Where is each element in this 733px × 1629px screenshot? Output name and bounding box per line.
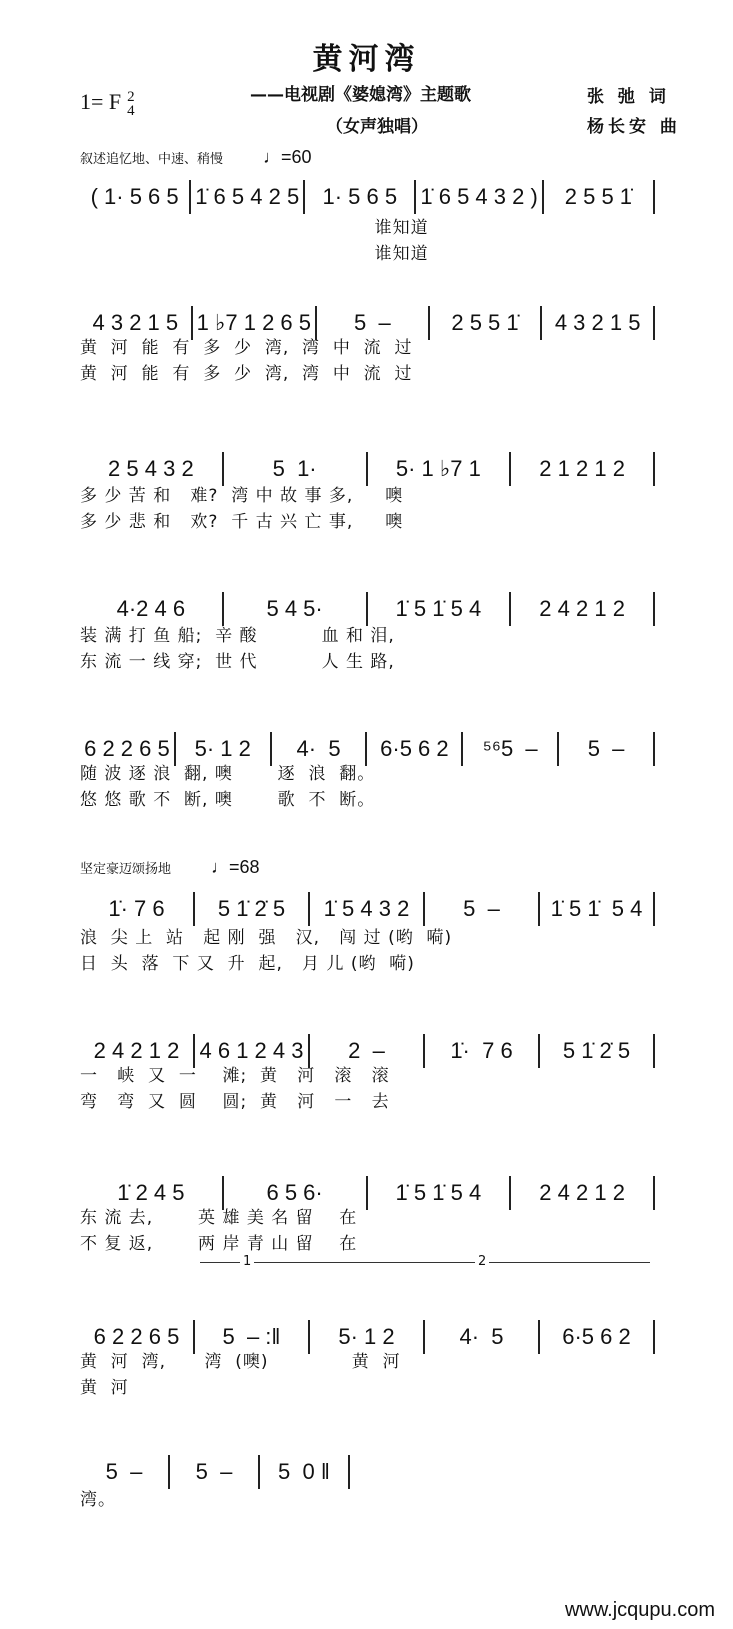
notation-system — [80, 592, 655, 626]
expression: 叙述追忆地、中速、稍慢 — [80, 152, 224, 167]
measure: 5· 1 ♭7 1 — [368, 452, 512, 486]
measure: 1̇ 6 5 4 3 2 ) — [416, 180, 543, 214]
subtitle: ——电视剧《婆媳湾》主题歌 — [250, 85, 471, 105]
notation-system — [80, 892, 655, 926]
measure: 1 ♭7 1 2 6 5 — [193, 306, 317, 340]
lyric-line: 装 满 打 鱼 船; 辛 酸 血 和 泪, — [80, 626, 395, 646]
notation-system — [80, 452, 655, 486]
measure: 2 5 4 3 2 — [80, 452, 224, 486]
lyric-line: 黄 河 能 有 多 少 湾, 湾 中 流 过 — [80, 338, 413, 358]
measure: 2 5 5 1̇ — [430, 306, 543, 340]
lyric-line: 谁知道 — [80, 218, 429, 238]
lyric-line: 黄 河 能 有 多 少 湾, 湾 中 流 过 — [80, 364, 413, 384]
lyric-line: 随 波 逐 浪 翻, 噢 逐 浪 翻。 — [80, 764, 376, 784]
measure: 2 5 5 1̇ — [544, 180, 655, 214]
measure: 6·5 6 2 — [540, 1320, 655, 1354]
time-top: 2 — [127, 88, 135, 105]
measure: 1̇· 7 6 — [425, 1034, 540, 1068]
measure: 5 0 ‖ — [260, 1455, 350, 1489]
volta-brackets — [200, 1254, 650, 1281]
measure: 1· 5 6 5 — [305, 180, 416, 214]
notation-system — [80, 1176, 655, 1210]
measure: 4·2 4 6 — [80, 592, 224, 626]
measure: 1̇ 6 5 4 2 5 — [191, 180, 305, 214]
measure: 1̇ 5 1̇ 5 4 — [540, 892, 655, 926]
measure: 4 6 1 2 4 3 — [195, 1034, 310, 1068]
lyric-line: 浪 尖 上 站 起 刚 强 汉, 闯 过 (哟 嗬) — [80, 928, 453, 948]
performance-note: （女声独唱） — [326, 117, 428, 137]
lyric-line: 黄 河 湾, 湾 (噢) 黄 河 — [80, 1352, 401, 1372]
lyric-line: 东 流 一 线 穿; 世 代 人 生 路, — [80, 652, 395, 672]
song-title: 黄河湾 — [312, 42, 421, 77]
tempo-marking-1 — [80, 146, 312, 171]
lyric-line: 弯 弯 又 圆 圆; 黄 河 一 去 — [80, 1092, 390, 1112]
tempo-marking-2 — [80, 856, 260, 881]
bpm: ♩=60 — [263, 147, 312, 167]
measure: 2 4 2 1 2 — [511, 592, 655, 626]
measure: 6 2 2 6 5 — [80, 1320, 195, 1354]
key: 1= F — [80, 89, 122, 114]
measure: 1̇ 5 1̇ 5 4 — [368, 592, 512, 626]
volta-1: 1 — [240, 1254, 254, 1270]
measure: 5 1· — [224, 452, 368, 486]
expression: 坚定豪迈颂扬地 — [80, 862, 172, 877]
volta-2: 2 — [475, 1254, 489, 1270]
lyric-line: 悠 悠 歌 不 断, 噢 歌 不 断。 — [80, 790, 376, 810]
lyric-line: 一 峡 又 一 滩; 黄 河 滚 滚 — [80, 1066, 390, 1086]
measure: 5 – :‖ — [195, 1320, 310, 1354]
lyric-line: 多 少 苦 和 难? 湾 中 故 事 多, 噢 — [80, 486, 404, 506]
lyric-line: 谁知道 — [80, 244, 429, 264]
measure: 2 4 2 1 2 — [511, 1176, 655, 1210]
measure: 2 4 2 1 2 — [80, 1034, 195, 1068]
notation-system — [80, 1455, 350, 1489]
measure: 1̇ 5 4 3 2 — [310, 892, 425, 926]
measure: ( 1· 5 6 5 — [80, 180, 191, 214]
measure: 5· 1 2 — [176, 732, 272, 766]
lyric-line: 东 流 去, 英 雄 美 名 留 在 — [80, 1208, 358, 1228]
measure: 1̇ 5 1̇ 5 4 — [368, 1176, 512, 1210]
notation-system — [80, 732, 655, 766]
lyric-line: 湾。 — [80, 1490, 116, 1510]
measure: 6·5 6 2 — [367, 732, 463, 766]
bpm: ♩=68 — [211, 857, 260, 877]
lyric-line: 不 复 返, 两 岸 青 山 留 在 — [80, 1234, 358, 1254]
lyric-line: 黄 河 — [80, 1378, 129, 1398]
measure: 4· 5 — [272, 732, 368, 766]
measure: 5 4 5· — [224, 592, 368, 626]
measure: 5 – — [559, 732, 655, 766]
key-signature — [80, 88, 135, 118]
measure: 4 3 2 1 5 — [80, 306, 193, 340]
measure: 4 3 2 1 5 — [542, 306, 655, 340]
lyricist: 张 弛 词 — [587, 87, 670, 107]
measure: 5 1̇ 2̇ 5 — [195, 892, 310, 926]
composer: 杨长安 曲 — [587, 117, 681, 137]
measure: 4· 5 — [425, 1320, 540, 1354]
time-bottom: 4 — [127, 102, 135, 119]
measure: 5 – — [425, 892, 540, 926]
measure: 5· 1 2 — [310, 1320, 425, 1354]
measure: 5 – — [80, 1455, 170, 1489]
measure: ⁵⁶5 – — [463, 732, 559, 766]
watermark-url: www.jcqupu.com — [564, 1599, 715, 1621]
measure: 5 1̇ 2̇ 5 — [540, 1034, 655, 1068]
measure: 6 2 2 6 5 — [80, 732, 176, 766]
lyric-line: 多 少 悲 和 欢? 千 古 兴 亡 事, 噢 — [80, 512, 404, 532]
measure: 1̇ 2 4 5 — [80, 1176, 224, 1210]
measure: 5 – — [170, 1455, 260, 1489]
notation-system — [80, 306, 655, 340]
notation-system — [80, 180, 655, 214]
notation-system — [80, 1034, 655, 1068]
measure: 5 – — [317, 306, 430, 340]
measure: 1̇· 7 6 — [80, 892, 195, 926]
measure: 6 5 6· — [224, 1176, 368, 1210]
notation-system — [80, 1320, 655, 1354]
measure: 2 1 2 1 2 — [511, 452, 655, 486]
time-signature — [127, 90, 135, 118]
lyric-line: 日 头 落 下 又 升 起, 月 儿 (哟 嗬) — [80, 954, 415, 974]
measure: 2 – — [310, 1034, 425, 1068]
